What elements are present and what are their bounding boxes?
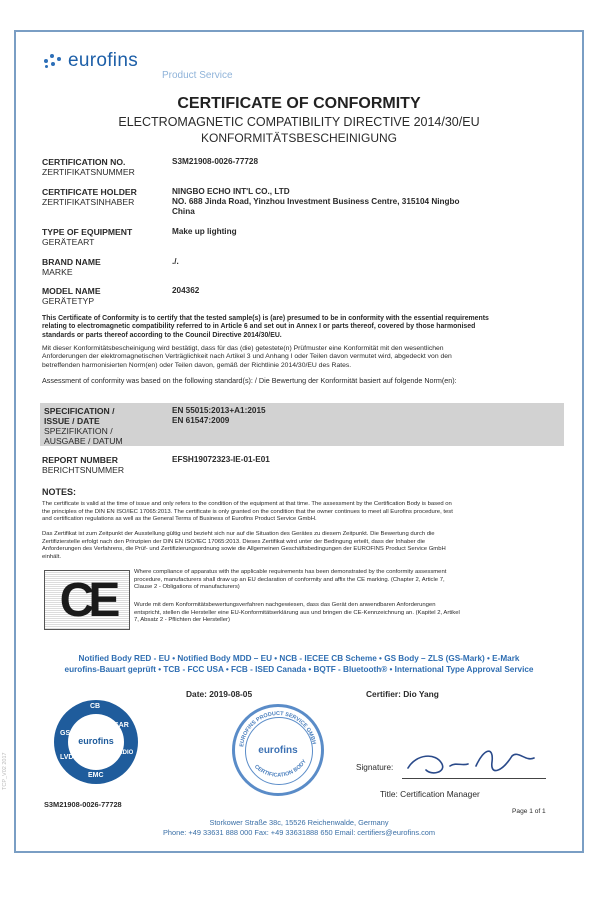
conformity-statement-en: This Certificate of Conformity is to certify that the tested sample(s) is (are) presumed to be in conformity with the essential requirements relating to electromagnetic compatibility referred to in Article 6 and set out in Annex I or parts thereof, covered by those harmonised standards or parts thereof according to the Council Directive 2014/30/EU. bbox=[42, 315, 489, 339]
signature-line bbox=[402, 778, 546, 779]
stamp-ring-text bbox=[235, 707, 321, 793]
model-value: 204362 bbox=[172, 286, 200, 295]
handwritten-signature-icon bbox=[402, 742, 544, 782]
ce-text-en: Where compliance of apparatus with the applicable requirements has been demonstrated by the conformity assessment procedure, manufacturers shall draw up an EU declaration of conformity and affix the CE marking. (Chapter 2, Article 7, Clause 2 - Obligations of manufacturers) bbox=[134, 569, 447, 591]
eurofins-logo bbox=[42, 50, 138, 72]
equipment-value: Make up lighting bbox=[172, 227, 237, 236]
sub-brand: Product Service bbox=[162, 70, 233, 81]
footer-contact: Phone: +49 33631 888 000 Fax: +49 33631888 650 Email: certifiers@eurofins.com bbox=[162, 828, 436, 837]
notified-bodies-line2: eurofins-Bauart geprüft • TCB - FCC USA • FCB - ISED Canada • BQTF - Bluetooth® • International Type Approval Service bbox=[64, 665, 534, 674]
notes-en: The certificate is valid at the time of issue and only refers to the condition of the equipment at that time. The assessment by the Certification Body is based on the principles of the DIN EN ISO/IEC 17065:2013. The certificate is only granted on the condition that the owner continues to meet all Eurofins procedure, test and certification regulations as well as the General Terms of Business of Eurofins Product Service GmbH. bbox=[42, 501, 453, 523]
conformity-statement-de: Mit dieser Konformitätsbescheinigung wird bestätigt, dass für das (die) getestete(n) Prüfmuster eine Konformität mit den wesentlichen Anforderungen der elektromagnetischen Verträglichkeit nach Artikel 3 und Anhang I oder Teilen davon vermutet wird, abgedeckt von den betreffenden harmonisierten Norm(en) oder Teilen davon, gemäß der Richtlinie 2014/30/EU des Rates. bbox=[42, 345, 452, 369]
equipment-label: TYPE OF EQUIPMENT GERÄTEART bbox=[42, 227, 133, 247]
german-subtitle: KONFORMITÄTSBESCHEINIGUNG bbox=[200, 131, 397, 145]
svg-text:CERTIFICATION BODY: CERTIFICATION BODY bbox=[253, 758, 308, 779]
directive-subtitle: ELECTROMAGNETIC COMPATIBILITY DIRECTIVE 2014/30/EU bbox=[118, 115, 480, 129]
cert-no-value: S3M21908-0026-77728 bbox=[172, 157, 259, 166]
brand-label: BRAND NAME MARKE bbox=[42, 257, 101, 277]
spec-value: EN 55015:2013+A1:2015 EN 61547:2009 bbox=[172, 406, 266, 425]
signature-label: Signature: bbox=[356, 763, 394, 772]
ce-text-de: Wurde mit dem Konformitätsbewertungsverfahren nachgewiesen, dass das Gerät den anwendbaren Anforderungen entspricht, stellen die Hersteller eine EU-Konformitätserklärung aus und bringen die CE-Kennzeichnung an. (Kapitel 2, Artikel 7, Absatz 2 - Pflichten der Hersteller) bbox=[134, 602, 460, 624]
notes-de: Das Zertifikat ist zum Zeitpunkt der Ausstellung gültig und bezieht sich nur auf die Situation des Gerätes zu diesem Zeitpunkt. Die Bewertung durch die Zertifizierstelle erfolgt nach den Prinzipien der DIN EN ISO/IEC 17065:2013. Dieses Zertifikat wird unter der Bedingung erteilt, dass der Inhaber die Anforderungen des Verfahrens, die Prüf- und Zertifizierungsordnung sowie die Allgemeinen Geschäftsbedingungen der EUROFINS Product Service GmbH einhält. bbox=[42, 531, 446, 560]
holder-label: CERTIFICATE HOLDER ZERTIFIKATSINHABER bbox=[42, 187, 137, 207]
report-value: EFSH19072323-IE-01-E01 bbox=[172, 455, 270, 464]
svg-text:EUROFINS PRODUCT SERVICE GMBH: EUROFINS PRODUCT SERVICE GMBH bbox=[239, 710, 317, 748]
certification-badge-icon: eurofins GS CB SAR RADIO EMC LVD bbox=[54, 700, 138, 784]
date-field: Date: 2019-08-05 bbox=[186, 689, 253, 699]
side-form-code: TCP_V02 2017 bbox=[2, 752, 8, 790]
brand-name: eurofins bbox=[68, 50, 138, 71]
eurofins-dots-icon bbox=[42, 52, 64, 70]
title-field: Title: Certification Manager bbox=[380, 789, 480, 799]
holder-value: NINGBO ECHO INT'L CO., LTD NO. 688 Jinda Road, Yinzhou Investment Business Centre, 315104 Ningbo China bbox=[172, 187, 460, 216]
notes-heading: NOTES: bbox=[42, 487, 77, 497]
model-label: MODEL NAME GERÄTETYP bbox=[42, 286, 101, 306]
cert-no-label: CERTIFICATION NO. ZERTIFIKATSNUMMER bbox=[42, 157, 135, 177]
brand-value: ./. bbox=[172, 257, 179, 266]
notified-bodies-line1: Notified Body RED - EU • Notified Body MDD – EU • NCB - IECEE CB Scheme • GS Body – ZLS (GS-Mark) • E-Mark bbox=[78, 654, 520, 663]
ce-mark-icon: CE bbox=[44, 570, 130, 630]
certificate-code: S3M21908-0026-77728 bbox=[44, 800, 122, 809]
spec-label: SPECIFICATION / ISSUE / DATE SPEZIFIKATION / AUSGABE / DATUM bbox=[44, 406, 123, 446]
footer-address: Storkower Straße 38c, 15526 Reichenwalde, Germany bbox=[209, 818, 389, 827]
certification-stamp-icon: eurofins EUROFINS PRODUCT SERVICE GMBH CERTIFICATION BODY bbox=[232, 704, 324, 796]
certificate-title: CERTIFICATE OF CONFORMITY bbox=[177, 95, 421, 112]
certifier-field: Certifier: Dio Yang bbox=[366, 689, 439, 699]
page-number: Page 1 of 1 bbox=[512, 808, 546, 815]
certificate-sheet bbox=[14, 30, 584, 853]
assessment-line: Assessment of conformity was based on the following standard(s): / Die Bewertung der Konformität basiert auf folgende Norm(en): bbox=[42, 376, 457, 385]
report-label: REPORT NUMBER BERICHTSNUMMER bbox=[42, 455, 125, 475]
